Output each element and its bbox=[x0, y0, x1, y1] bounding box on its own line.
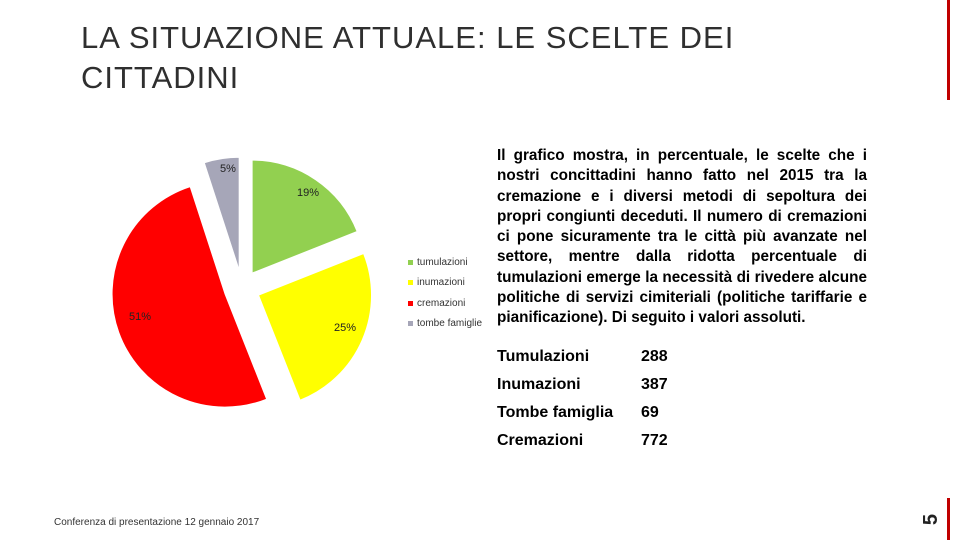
absolute-values-table bbox=[497, 343, 668, 455]
stat-label: Tombe famiglia bbox=[497, 404, 614, 421]
slide-title-line2: CITTADINI bbox=[81, 60, 240, 95]
pie-data-label: 51% bbox=[128, 311, 152, 323]
slide-number-text: 5 bbox=[920, 513, 943, 525]
stat-value: 69 bbox=[641, 404, 659, 421]
legend-label: tombe famiglie bbox=[417, 318, 483, 330]
slide-title-line1: LA SITUAZIONE ATTUALE: LE SCELTE DEI bbox=[81, 20, 735, 55]
legend-item-tumulazioni bbox=[408, 252, 482, 273]
pie-data-label: 25% bbox=[333, 322, 357, 334]
stat-row bbox=[497, 343, 668, 371]
stat-value: 772 bbox=[641, 432, 668, 449]
pie-slices bbox=[112, 157, 371, 407]
pie-slice-cremazioni bbox=[112, 187, 267, 407]
stat-value: 387 bbox=[641, 376, 668, 393]
stat-label: Cremazioni bbox=[497, 432, 584, 449]
chart-legend bbox=[408, 252, 482, 334]
footer-text: Conferenza di presentazione 12 gennaio 2017 bbox=[54, 517, 260, 528]
legend-swatch-icon bbox=[408, 301, 413, 306]
stat-value: 288 bbox=[641, 348, 668, 365]
stat-row bbox=[497, 371, 668, 399]
legend-item-cremazioni bbox=[408, 293, 482, 314]
stat-label: Inumazioni bbox=[497, 376, 581, 393]
legend-swatch-icon bbox=[408, 321, 413, 326]
legend-item-tombe-famiglie bbox=[408, 314, 482, 335]
stat-row bbox=[497, 399, 668, 427]
pie-data-label: 5% bbox=[220, 163, 236, 175]
legend-label: tumulazioni bbox=[417, 256, 468, 268]
legend-label: cremazioni bbox=[417, 297, 466, 309]
legend-swatch-icon bbox=[408, 280, 413, 285]
legend-label: inumazioni bbox=[417, 277, 465, 289]
stat-label: Tumulazioni bbox=[497, 348, 590, 365]
stat-row bbox=[497, 427, 668, 455]
legend-swatch-icon bbox=[408, 260, 413, 265]
pie-data-label: 19% bbox=[296, 187, 320, 199]
pie-slice-tumulazioni bbox=[252, 160, 357, 273]
legend-item-inumazioni bbox=[408, 273, 482, 294]
chart-description: Il grafico mostra, in percentuale, le scelte che i nostri concittadini hanno fatto nel 2015 tra la cremazione e i diversi metodi di sepoltura dei propri congiunti deceduti. Il numero di cremazioni ci pone sicuramente tra le città più avanzate nel settore, mentre dalla ridotta percentuale di tumulazioni emerge la necessità di rivedere alcune politiche di servizi cimiteriali (politiche tariffarie e pianificazione). Di seguito i valori assoluti. bbox=[497, 147, 867, 327]
